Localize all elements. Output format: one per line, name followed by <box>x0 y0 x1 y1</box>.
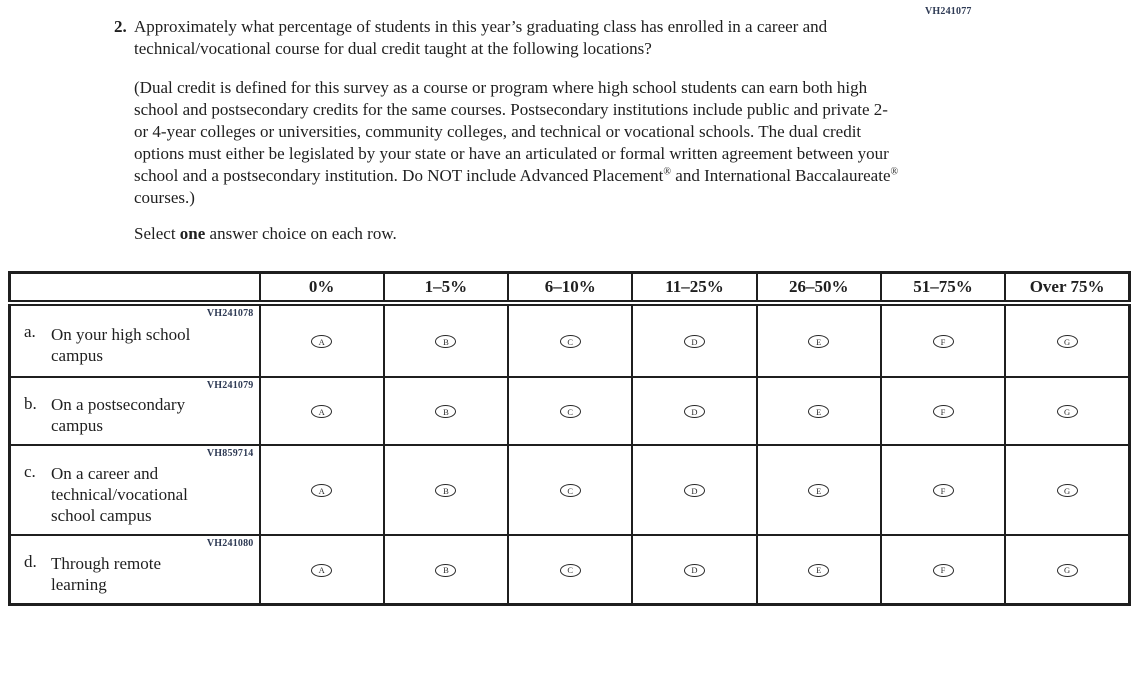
column-header-26-50pct: 26–50% <box>757 273 881 303</box>
answer-bubble-f[interactable] <box>933 484 954 497</box>
bubble-letter: E <box>816 485 822 496</box>
row-label-cell <box>10 377 260 445</box>
answer-bubble-b[interactable] <box>435 335 456 348</box>
answer-bubble-g[interactable] <box>1057 335 1078 348</box>
definition-part2: and International Baccalaureate <box>671 166 891 185</box>
select-instruction-bold: one <box>179 224 206 243</box>
answer-bubble-d[interactable] <box>684 335 705 348</box>
answer-bubble-a[interactable] <box>311 405 332 418</box>
bubble-letter: E <box>816 406 822 417</box>
bubble-letter: D <box>691 565 698 576</box>
answer-bubble-g[interactable] <box>1057 405 1078 418</box>
row-code: VH859714 <box>206 447 254 459</box>
table-row <box>10 445 1130 535</box>
table-row <box>10 535 1130 605</box>
question-text: Approximately what percentage of students in this year’s graduating class has enrolled in a career and technical/vocational course for dual credit taught at the following locations? <box>134 17 828 58</box>
answer-bubble-f[interactable] <box>933 564 954 577</box>
answer-bubble-d[interactable] <box>684 484 705 497</box>
answer-bubble-c[interactable] <box>560 564 581 577</box>
question-section <box>0 0 1139 245</box>
row-letter: b. <box>24 393 37 413</box>
column-header-51-75pct: 51–75% <box>881 273 1005 303</box>
definition-paragraph <box>134 77 904 209</box>
answer-bubble-b[interactable] <box>435 405 456 418</box>
bubble-letter: G <box>1064 406 1071 417</box>
bubble-letter: C <box>567 406 574 417</box>
select-instruction-post: answer choice on each row. <box>205 224 397 243</box>
bubble-letter: E <box>816 565 822 576</box>
answer-bubble-g[interactable] <box>1057 564 1078 577</box>
bubble-letter: G <box>1064 565 1071 576</box>
bubble-letter: B <box>443 485 449 496</box>
bubble-letter: F <box>940 406 946 417</box>
row-letter: d. <box>24 551 37 571</box>
bubble-letter: F <box>940 485 946 496</box>
answer-bubble-a[interactable] <box>311 335 332 348</box>
row-code: VH241079 <box>206 379 254 391</box>
bubble-letter: D <box>691 406 698 417</box>
row-letter: a. <box>24 321 36 341</box>
definition-part1: (Dual credit is defined for this survey as a course or program where high school students can earn both high school and postsecondary credits for the same courses. Postsecondary institutions include public and private 2- or 4-year colleges or universities, community colleges, and technical or vocational schools. The dual credit options must either be legislated by your state or have an articulated or formal written agreement between your school and a postsecondary institution. Do NOT include Advanced Placement <box>134 78 889 185</box>
bubble-letter: D <box>691 336 698 347</box>
row-label-cell <box>10 445 260 535</box>
bubble-letter: F <box>940 336 946 347</box>
bubble-letter: A <box>318 406 325 417</box>
answer-bubble-e[interactable] <box>808 335 829 348</box>
bubble-letter: C <box>567 485 574 496</box>
question-number: 2. <box>114 17 127 36</box>
column-header-6-10pct: 6–10% <box>508 273 632 303</box>
registered-mark: ® <box>890 166 899 178</box>
answer-bubble-c[interactable] <box>560 335 581 348</box>
row-label-cell <box>10 535 260 605</box>
row-label: On your high school campus <box>51 325 191 365</box>
answer-bubble-f[interactable] <box>933 405 954 418</box>
answer-bubble-a[interactable] <box>311 484 332 497</box>
bubble-letter: B <box>443 565 449 576</box>
column-header-over-75pct: Over 75% <box>1005 273 1129 303</box>
definition-part3: courses.) <box>134 188 195 207</box>
bubble-letter: A <box>318 336 325 347</box>
answer-bubble-f[interactable] <box>933 335 954 348</box>
answer-bubble-d[interactable] <box>684 564 705 577</box>
answer-bubble-b[interactable] <box>435 484 456 497</box>
row-label: On a postsecondary campus <box>51 395 186 435</box>
bubble-letter: A <box>318 485 325 496</box>
answer-bubble-e[interactable] <box>808 405 829 418</box>
table-corner-cell <box>10 273 260 303</box>
answer-matrix-table <box>8 271 1131 606</box>
item-code: VH241077 <box>925 6 972 17</box>
bubble-letter: G <box>1064 336 1071 347</box>
bubble-letter: A <box>318 565 325 576</box>
answer-bubble-e[interactable] <box>808 564 829 577</box>
row-label-cell <box>10 303 260 377</box>
row-letter: c. <box>24 461 36 481</box>
row-label: On a career and technical/vocational school campus <box>51 463 188 525</box>
table-row <box>10 303 1130 377</box>
select-instruction-pre: Select <box>134 224 180 243</box>
row-code: VH241078 <box>206 307 254 319</box>
answer-bubble-d[interactable] <box>684 405 705 418</box>
column-header-1-5pct: 1–5% <box>384 273 508 303</box>
row-code: VH241080 <box>206 537 254 549</box>
answer-bubble-b[interactable] <box>435 564 456 577</box>
bubble-letter: D <box>691 485 698 496</box>
bubble-letter: G <box>1064 485 1071 496</box>
answer-bubble-g[interactable] <box>1057 484 1078 497</box>
bubble-letter: F <box>940 565 946 576</box>
answer-bubble-e[interactable] <box>808 484 829 497</box>
answer-bubble-c[interactable] <box>560 405 581 418</box>
bubble-letter: C <box>567 336 574 347</box>
select-instruction <box>134 223 1139 245</box>
column-header-0pct: 0% <box>260 273 384 303</box>
bubble-letter: C <box>567 565 574 576</box>
registered-mark: ® <box>663 166 672 178</box>
bubble-letter: B <box>443 336 449 347</box>
column-header-11-25pct: 11–25% <box>632 273 756 303</box>
table-row <box>10 377 1130 445</box>
answer-bubble-c[interactable] <box>560 484 581 497</box>
header-row <box>10 273 1130 303</box>
bubble-letter: E <box>816 336 822 347</box>
bubble-letter: B <box>443 406 449 417</box>
answer-bubble-a[interactable] <box>311 564 332 577</box>
row-label: Through remote learning <box>51 553 161 594</box>
